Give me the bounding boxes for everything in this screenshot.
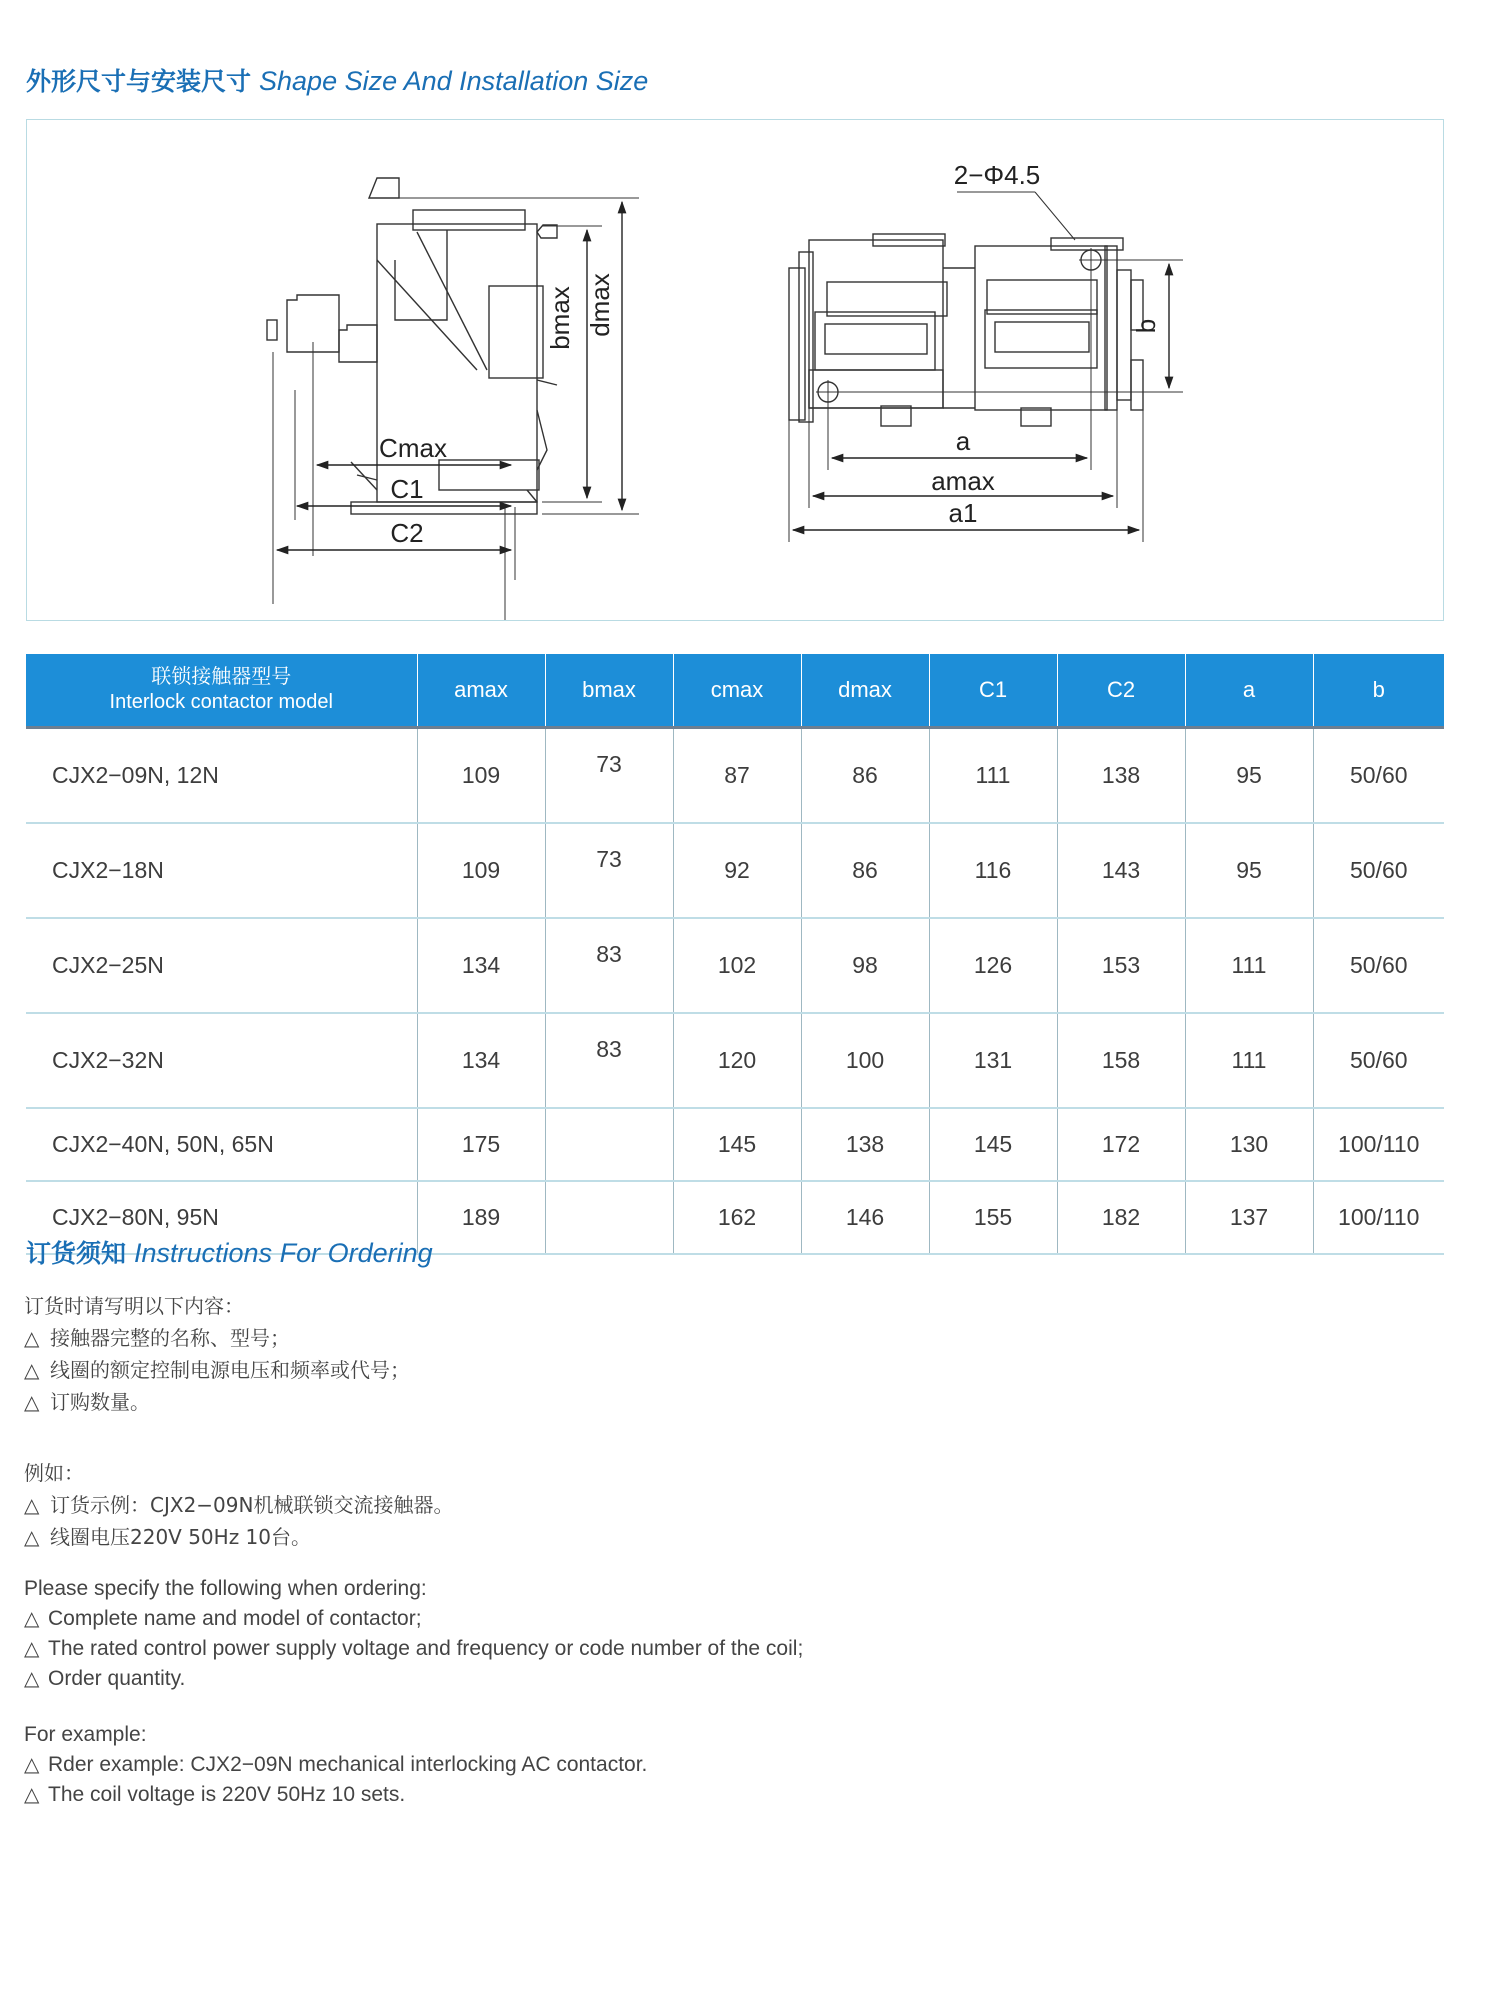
amax-label: amax [931, 466, 995, 496]
header-model-zh: 联锁接触器型号 [151, 666, 292, 688]
cell-c2: 158 [1057, 1013, 1185, 1108]
dimension-drawing-panel [26, 119, 1444, 621]
triangle-bullet-icon: △ [24, 1784, 40, 1806]
cell-b: 50/60 [1313, 728, 1444, 824]
c1-label: C1 [390, 474, 424, 504]
a1-label: a1 [948, 498, 978, 528]
cell-amax: 109 [417, 728, 545, 824]
cell-dmax: 138 [801, 1108, 929, 1181]
list-item-text: Complete name and model of contactor; [48, 1607, 422, 1630]
dimension-table [26, 654, 1444, 1255]
ordering-intro-zh: 订货时请写明以下内容： [24, 1294, 244, 1318]
ordering-intro-en: Please specify the following when ordering: [24, 1577, 427, 1600]
ordering-heading [26, 1236, 433, 1271]
header-dmax: dmax [801, 654, 929, 728]
cell-c2: 153 [1057, 918, 1185, 1013]
cell-dmax: 146 [801, 1181, 929, 1254]
list-item-text: 线圈的额定控制电源电压和频率或代号； [50, 1358, 410, 1382]
cell-model: CJX2−09N, 12N [26, 728, 417, 824]
header-bmax: bmax [545, 654, 673, 728]
cell-b: 50/60 [1313, 1013, 1444, 1108]
header-c2: C2 [1057, 654, 1185, 728]
cell-bmax: 83 [545, 1013, 673, 1108]
cell-cmax: 92 [673, 823, 801, 918]
list-item-text: 订购数量。 [50, 1390, 150, 1414]
cell-amax: 109 [417, 823, 545, 918]
list-item [24, 1664, 803, 1694]
triangle-bullet-icon: △ [24, 1493, 40, 1517]
header-a: a [1185, 654, 1313, 728]
list-item-text: 线圈电压220V 50Hz 10台。 [50, 1525, 312, 1549]
triangle-bullet-icon: △ [24, 1638, 40, 1660]
header-amax: amax [417, 654, 545, 728]
cell-bmax [545, 1181, 673, 1254]
cell-b: 50/60 [1313, 918, 1444, 1013]
cmax-label: Cmax [379, 433, 447, 463]
cell-dmax: 86 [801, 728, 929, 824]
cell-bmax: 73 [545, 823, 673, 918]
cell-c2: 138 [1057, 728, 1185, 824]
cell-dmax: 100 [801, 1013, 929, 1108]
ordering-example-en [24, 1720, 647, 1810]
cell-amax: 134 [417, 1013, 545, 1108]
header-model [26, 654, 417, 728]
list-item [24, 1604, 803, 1634]
example-intro-zh: 例如： [24, 1461, 84, 1485]
list-item-text: 订货示例：CJX2−09N机械联锁交流接触器。 [50, 1493, 454, 1517]
side-view-contactor [267, 178, 639, 620]
list-item-text: Order quantity. [48, 1667, 186, 1690]
cell-dmax: 98 [801, 918, 929, 1013]
list-item [24, 1489, 453, 1521]
list-item [24, 1386, 410, 1418]
dmax-label: dmax [585, 273, 615, 337]
cell-amax: 189 [417, 1181, 545, 1254]
list-item-text: The coil voltage is 220V 50Hz 10 sets. [48, 1783, 406, 1806]
cell-c1: 131 [929, 1013, 1057, 1108]
cell-a: 130 [1185, 1108, 1313, 1181]
cell-a: 95 [1185, 823, 1313, 918]
bmax-label: bmax [545, 286, 575, 350]
ordering-example-zh [24, 1457, 453, 1553]
cell-model: CJX2−18N [26, 823, 417, 918]
triangle-bullet-icon: △ [24, 1525, 40, 1549]
list-item [24, 1354, 410, 1386]
cell-b: 100/110 [1313, 1108, 1444, 1181]
triangle-bullet-icon: △ [24, 1668, 40, 1690]
triangle-bullet-icon: △ [24, 1326, 40, 1350]
cell-amax: 134 [417, 918, 545, 1013]
table-row [26, 823, 1444, 918]
side-view-dimension-lines [277, 202, 622, 550]
cell-amax: 175 [417, 1108, 545, 1181]
header-model-en: Interlock contactor model [109, 691, 333, 713]
cell-model: CJX2−25N [26, 918, 417, 1013]
shape-size-heading [26, 64, 648, 99]
cell-c1: 145 [929, 1108, 1057, 1181]
cell-a: 111 [1185, 918, 1313, 1013]
triangle-bullet-icon: △ [24, 1754, 40, 1776]
cell-cmax: 145 [673, 1108, 801, 1181]
cell-dmax: 86 [801, 823, 929, 918]
dimension-drawing [27, 120, 1445, 622]
cell-model: CJX2−40N, 50N, 65N [26, 1108, 417, 1181]
triangle-bullet-icon: △ [24, 1608, 40, 1630]
list-item-text: 接触器完整的名称、型号； [50, 1326, 290, 1350]
header-c1: C1 [929, 654, 1057, 728]
cell-c1: 111 [929, 728, 1057, 824]
ordering-instructions-en [24, 1574, 803, 1694]
cell-b: 50/60 [1313, 823, 1444, 918]
cell-c2: 182 [1057, 1181, 1185, 1254]
table-row [26, 918, 1444, 1013]
shape-size-heading-en: Shape Size And Installation Size [259, 66, 649, 96]
cell-bmax: 83 [545, 918, 673, 1013]
cell-a: 95 [1185, 728, 1313, 824]
ordering-instructions-zh [24, 1290, 410, 1418]
c2-label: C2 [390, 518, 424, 548]
shape-size-heading-zh: 外形尺寸与安装尺寸 [26, 67, 252, 96]
cell-c1: 155 [929, 1181, 1057, 1254]
list-item-text: Rder example: CJX2−09N mechanical interlocking AC contactor. [48, 1753, 648, 1776]
ordering-heading-zh: 订货须知 [26, 1239, 127, 1268]
a-label: a [955, 426, 971, 456]
table-header-row [26, 654, 1444, 728]
list-item-text: The rated control power supply voltage and frequency or code number of the coil; [48, 1637, 804, 1660]
cell-c1: 116 [929, 823, 1057, 918]
cell-model: CJX2−80N, 95N [26, 1181, 417, 1254]
cell-cmax: 87 [673, 728, 801, 824]
list-item [24, 1634, 803, 1664]
ordering-heading-en: Instructions For Ordering [134, 1238, 433, 1268]
cell-c1: 126 [929, 918, 1057, 1013]
list-item [24, 1521, 453, 1553]
triangle-bullet-icon: △ [24, 1390, 40, 1414]
cell-cmax: 120 [673, 1013, 801, 1108]
list-item [24, 1750, 647, 1780]
cell-model: CJX2−32N [26, 1013, 417, 1108]
cell-b: 100/110 [1313, 1181, 1444, 1254]
hole-spec-label: 2−Φ4.5 [953, 160, 1041, 190]
list-item [24, 1780, 647, 1810]
cell-bmax [545, 1108, 673, 1181]
example-intro-en: For example: [24, 1723, 147, 1746]
table-row [26, 1108, 1444, 1181]
cell-a: 111 [1185, 1013, 1313, 1108]
b-label: b [1131, 318, 1161, 334]
list-item [24, 1322, 410, 1354]
cell-cmax: 102 [673, 918, 801, 1013]
cell-cmax: 162 [673, 1181, 801, 1254]
cell-c2: 143 [1057, 823, 1185, 918]
table-row [26, 1013, 1444, 1108]
triangle-bullet-icon: △ [24, 1358, 40, 1382]
header-b: b [1313, 654, 1444, 728]
cell-bmax: 73 [545, 728, 673, 824]
header-cmax: cmax [673, 654, 801, 728]
cell-a: 137 [1185, 1181, 1313, 1254]
table-row [26, 728, 1444, 824]
cell-c2: 172 [1057, 1108, 1185, 1181]
